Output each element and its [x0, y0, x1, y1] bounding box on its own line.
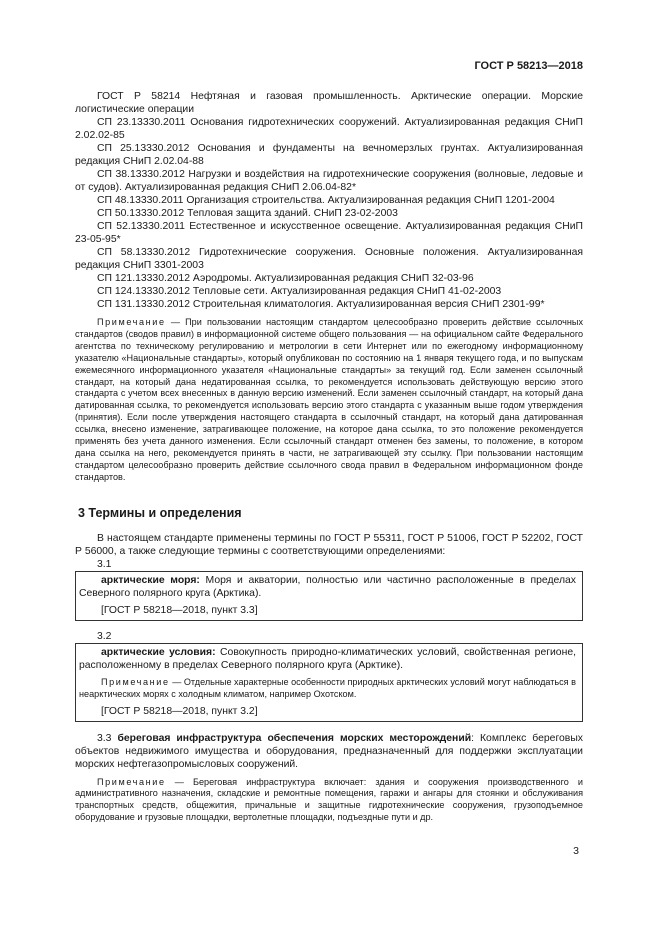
- term-def-text: Совокупность природно-климатических условий, свойственная регионе, расположенному в пределах Северного полярного круга (Арктике).: [79, 646, 576, 671]
- term-name: арктические моря:: [101, 574, 200, 586]
- section-title: 3 Термины и определения: [78, 505, 242, 520]
- references-note: [75, 317, 583, 484]
- note-label: Примечание: [97, 317, 166, 327]
- reference-item: СП 50.13330.2012 Тепловая защита зданий. СНиП 23-02-2003: [97, 208, 398, 219]
- document-header: ГОСТ Р 58213—2018: [474, 60, 583, 72]
- reference-item: СП 131.13330.2012 Строительная климатология. Актуализированная версия СНиП 2301-99*: [97, 299, 545, 310]
- page-number: 3: [573, 845, 579, 857]
- term-number: 3.2: [97, 630, 112, 642]
- term-def-text: : Комплекс береговых объектов недвижимого имущества и оборудования, предназначенный для поддержки эксплуатации морских нефтегазопромысловых сооружений.: [75, 732, 583, 770]
- term-name: арктические условия:: [101, 646, 216, 658]
- term-definition: [79, 646, 576, 672]
- note-text: — При пользовании настоящим стандартом целесообразно проверить действие ссылочных стандартов (сводов правил) в информационной системе общего пользования — на официальном сайте Федерального агентства по техническому регулированию и метрологии в сети Интернет или по ежегодному информационному указателю «Национальные стандарты», который опубликован по состоянию на 1 января текущего года, и по выпускам ежемесячного информационного указателя «Национальные стандарты» за текущий год. Если заменен ссылочный стандарт, на который дана недатированная ссылка, то рекомендуется использовать действующую версию этого стандарта с учетом всех внесенных в данную версию изменений. Если заменен ссылочный стандарт, на который дана датированная ссылка, то рекомендуется использовать версию этого стандарта с указанным выше годом утверждения (принятия). Если после утверждения настоящего стандарта в ссылочный стандарт, на который дана датированная ссылка, внесено изменение, затрагивающее положение, на которое дана ссылка, то это положение рекомендуется применять без учета данного изменения. Если ссылочный стандарт отменен без замены, то положение, в котором дана ссылка на него, рекомендуется принять в части, не затрагивающей эту ссылку. При пользовании настоящим стандартом целесообразно проверить действие ссылочного свода правил в Федеральном информационном фонде стандартов.: [75, 317, 584, 482]
- term-number: 3.3: [97, 732, 112, 744]
- reference-item: СП 58.13330.2012 Гидротехнические сооружения. Основные положения. Актуализированная редакция СНиП 3301-2003: [75, 247, 583, 271]
- reference-item: СП 52.13330.2011 Естественное и искусственное освещение. Актуализированная редакция СНиП 23-05-95*: [75, 221, 583, 245]
- term-number: 3.1: [97, 558, 112, 570]
- term-note: [79, 677, 576, 701]
- note-label: Примечание: [101, 676, 170, 687]
- reference-item: СП 48.13330.2011 Организация строительства. Актуализированная редакция СНиП 1201-2004: [97, 195, 555, 206]
- term-source: [ГОСТ Р 58218—2018, пункт 3.2]: [101, 705, 258, 717]
- term-def-text: Моря и акватории, полностью или частично расположенные в пределах Северного полярного круга (Арктика).: [79, 574, 577, 599]
- section-intro: В настоящем стандарте применены термины по ГОСТ Р 55311, ГОСТ Р 51006, ГОСТ Р 52202, ГОСТ Р 56000, а также следующие термины с соответствующими определениями:: [75, 532, 583, 557]
- reference-list: [75, 90, 583, 311]
- reference-item: СП 121.13330.2012 Аэродромы. Актуализированная редакция СНиП 32-03-96: [97, 273, 474, 284]
- term-source: [ГОСТ Р 58218—2018, пункт 3.3]: [101, 604, 258, 616]
- note-text: — Береговая инфраструктура включает: здания и сооружения производственного и административного назначения, складские и ремонтные помещения, гаражи и ангары для стоянки и обслуживания транспортных средств, общежития, причальные и защитные гидротехнические сооружения, грузоподъемное оборудование и грузовые площадки, вертолетные площадки, подъездные пути и др.: [75, 776, 583, 823]
- page-content: [75, 90, 583, 824]
- note-text: — Отдельные характерные особенности природных арктических условий могут наблюдаться в неарктических морях с холодным климатом, например Охотском.: [79, 676, 576, 699]
- term-box-3-2: [75, 643, 583, 722]
- term-note: [75, 777, 583, 825]
- term-box-3-1: [75, 571, 583, 621]
- term-3-3: [75, 732, 583, 771]
- reference-item: СП 25.13330.2012 Основания и фундаменты на вечномерзлых грунтах. Актуализированная редакция СНиП 2.02.04-88: [75, 143, 583, 167]
- term-name: береговая инфраструктура обеспечения морских месторождений: [117, 732, 472, 744]
- reference-item: СП 124.13330.2012 Тепловые сети. Актуализированная редакция СНиП 41-02-2003: [97, 286, 502, 297]
- note-label: Примечание: [97, 776, 166, 787]
- reference-item: ГОСТ Р 58214 Нефтяная и газовая промышленность. Арктические операции. Морские логистические операции: [75, 91, 583, 115]
- reference-item: СП 38.13330.2012 Нагрузки и воздействия на гидротехнические сооружения (волновые, ледовые и от судов). Актуализированная редакция СНиП 2.06.04-82*: [75, 169, 583, 193]
- term-definition: [79, 574, 576, 600]
- reference-item: СП 23.13330.2011 Основания гидротехнических сооружений. Актуализированная редакция СНиП 2.02.02-85: [75, 117, 583, 141]
